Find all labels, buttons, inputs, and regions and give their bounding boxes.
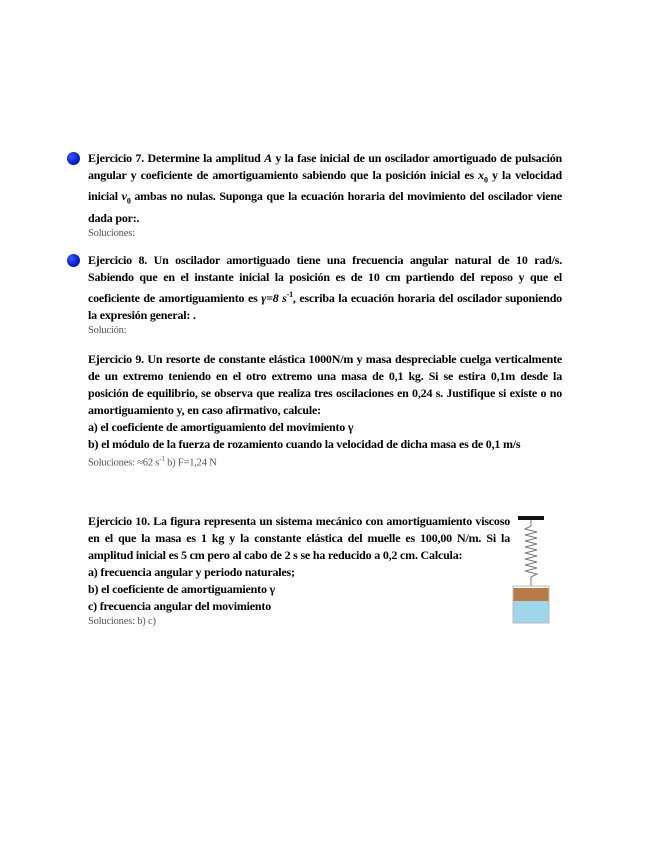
exercise-9-text: [88, 351, 562, 419]
exercise-8-heading: Ejercicio 8.: [88, 253, 148, 267]
spring-coil: [525, 526, 537, 577]
var-gamma-exp: -1: [286, 290, 293, 299]
exercise-10-text-a: La figura representa un sistema mecánico con amortiguamiento viscoso en el que la masa es 1 kg y la constante elástica del muelle es 100,00 N/m. Si la amplitud inicial es 5 cm pero al cabo de 2 s se ha reducido a 0,2 cm. Calcula:: [88, 514, 510, 562]
exercise-9-solutions: [88, 451, 562, 472]
var-x0-sub: 0: [483, 175, 488, 185]
exercise-10-item-a: a) frecuencia angular y periodo naturales;: [88, 565, 295, 579]
exercise-9-heading: Ejercicio 9.: [88, 352, 144, 366]
exercise-8-text-a: Un oscilador amortiguado tiene una frecuencia angular natural de 10 rad/s. Sabiendo que en el instante inicial la posición es de 10 cm partiendo del reposo y que el coeficiente de amortiguamiento es: [88, 253, 562, 305]
exercise-8-text-b: , escriba la ecuación horaria del oscilador suponiendo la expresión general: .: [88, 291, 562, 322]
bullet-icon: [67, 152, 80, 165]
damped-spring-figure: [510, 512, 552, 624]
bullet-icon: [67, 254, 80, 267]
exercise-9-sol-exp: -1: [159, 455, 165, 463]
exercise-8-solutions: Solución:: [88, 325, 127, 336]
exercise-7-text-a: Determine la amplitud: [144, 151, 265, 165]
exercise-9: [88, 351, 562, 472]
var-amplitude: A: [264, 151, 272, 165]
mass-block: [514, 588, 549, 601]
ceiling-support: [518, 516, 544, 520]
exercise-7-heading: Ejercicio 7.: [88, 151, 145, 165]
var-x0: x: [478, 168, 484, 182]
exercise-10-solutions: Soluciones: b) c): [88, 616, 156, 627]
exercise-9-sol-a: Soluciones: ≈62 s: [88, 457, 160, 469]
exercise-10: [88, 513, 510, 630]
exercise-7-text: [88, 150, 562, 227]
exercise-7-text-b: y la fase inicial de un oscilador amortiguado de pulsación angular y coeficiente de amortiguamiento sabiendo que la posición inicial es: [88, 151, 562, 182]
exercise-10-text: [88, 513, 510, 564]
var-v0-sub: 0: [126, 196, 131, 206]
exercise-9-item-b: b) el módulo de la fuerza de rozamiento cuando la velocidad de dicha masa es de 0,1 m/s: [88, 437, 521, 451]
exercise-7-solutions: Soluciones:: [88, 227, 135, 239]
exercise-9-item-a: a) el coeficiente de amortiguamiento del movimiento γ: [88, 420, 354, 434]
exercise-8-text: [88, 252, 562, 324]
exercise-10-item-b: b) el coeficiente de amortiguamiento γ: [88, 582, 275, 596]
exercise-7-text-c: y la velocidad inicial: [88, 168, 562, 204]
exercise-7: [88, 150, 562, 242]
exercise-9-text-a: Un resorte de constante elástica 1000N/m y masa despreciable cuelga verticalmente de un extremo teniendo en el otro extremo una masa de 0,1 kg. Si se estira 0,1m desde la posición de equilibrio, se observa que realiza tres oscilaciones en 0,24 s. Justifique si existe o no amortiguamiento y, en caso afirmativo, calcule:: [88, 352, 562, 417]
exercise-7-text-d: ambas no nulas. Suponga que la ecuación horaria del movimiento del oscilador viene dada por:.: [88, 189, 562, 225]
exercise-10-heading: Ejercicio 10.: [88, 514, 150, 528]
exercise-9-sol-b: b) F=1,24 N: [164, 457, 217, 469]
exercise-8: [88, 252, 562, 339]
exercise-10-item-c: c) frecuencia angular del movimiento: [88, 599, 271, 613]
var-v0: v: [121, 189, 127, 204]
var-gamma: γ=8 s: [261, 291, 287, 305]
damping-fluid: [514, 601, 549, 623]
